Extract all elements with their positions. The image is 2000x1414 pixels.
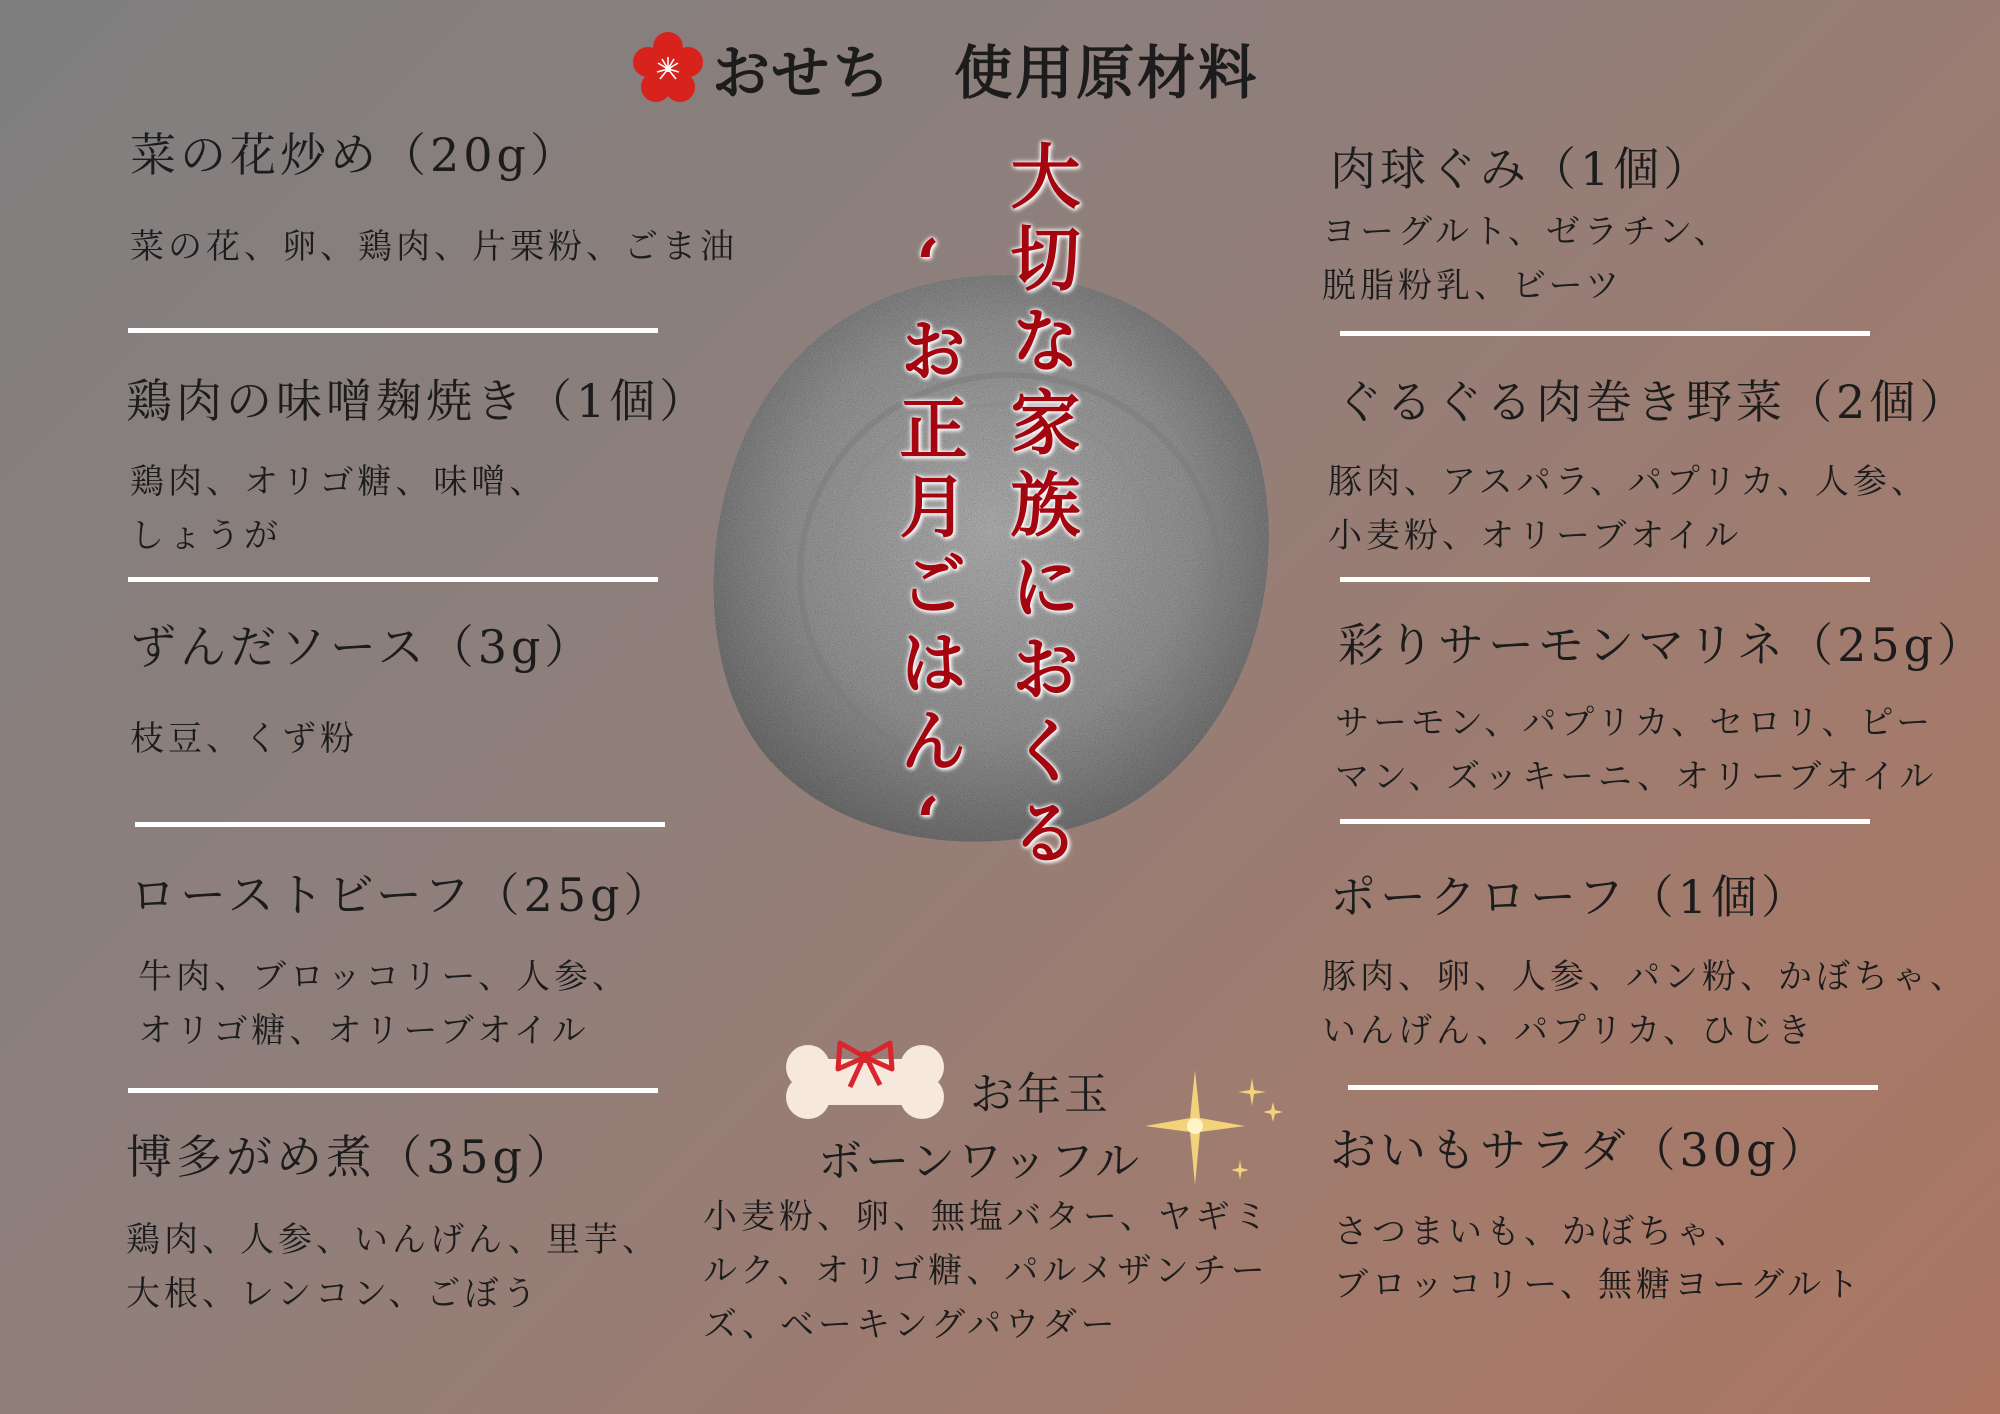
- left-item-2-ingredients-2: しょうが: [130, 516, 282, 556]
- divider: [135, 822, 665, 827]
- gift-label: お年玉: [970, 1069, 1111, 1120]
- divider: [1340, 331, 1870, 336]
- center-line-2: ʻお正月ごはんʻ: [888, 225, 968, 873]
- divider: [1348, 1085, 1878, 1090]
- right-item-1-ingredients-2: 脱脂粉乳、ビーツ: [1322, 266, 1624, 306]
- gift-ingredients-3: ズ、ベーキングパウダー: [703, 1305, 1119, 1345]
- left-item-5-ingredients-2: 大根、レンコン、ごぼう: [126, 1274, 541, 1314]
- center-line-1: 大切な家族におくる: [999, 140, 1082, 878]
- right-item-4-ingredients-1: 豚肉、卵、人参、パン粉、かぼちゃ、: [1322, 957, 1968, 997]
- right-item-4-title: ポークローフ（1個）: [1330, 870, 1811, 924]
- left-item-3-ingredients-1: 枝豆、くず粉: [130, 719, 358, 759]
- left-item-2-title: 鶏肉の味噌麹焼き（1個）: [126, 374, 710, 428]
- divider: [128, 1088, 658, 1093]
- left-item-1-ingredients-1: 菜の花、卵、鶏肉、片栗粉、ごま油: [130, 227, 738, 267]
- left-item-3-title: ずんだソース（3g）: [130, 620, 595, 674]
- divider: [128, 577, 658, 582]
- right-item-5-ingredients-2: ブロッコリー、無糖ヨーグルト: [1334, 1265, 1863, 1305]
- right-item-3-ingredients-2: マン、ズッキーニ、オリーブオイル: [1335, 757, 1938, 797]
- page-title: おせち 使用原材料: [712, 39, 1260, 107]
- left-item-2-ingredients-1: 鶏肉、オリゴ糖、味噌、: [130, 462, 548, 502]
- right-item-5-title: おいもサラダ（30g）: [1330, 1123, 1830, 1177]
- right-item-2-ingredients-2: 小麦粉、オリーブオイル: [1328, 516, 1743, 556]
- right-item-1-ingredients-1: ヨーグルト、ゼラチン、: [1322, 212, 1732, 252]
- right-item-3-title: 彩りサーモンマリネ（25g）: [1338, 618, 1988, 672]
- left-item-5-title: 博多がめ煮（35g）: [126, 1130, 576, 1184]
- divider: [1340, 819, 1870, 824]
- left-item-1-title: 菜の花炒め（20g）: [130, 128, 580, 182]
- right-item-5-ingredients-1: さつまいも、かぼちゃ、: [1334, 1212, 1752, 1252]
- right-item-4-ingredients-2: いんげん、パプリカ、ひじき: [1322, 1011, 1815, 1051]
- header: [632, 30, 1259, 106]
- right-item-1-title: 肉球ぐみ（1個）: [1330, 142, 1714, 196]
- divider: [1340, 577, 1870, 582]
- gift-title: ボーンワッフル: [818, 1136, 1143, 1187]
- gift-ingredients-2: ルク、オリゴ糖、パルメザンチー: [703, 1251, 1269, 1291]
- bone-icon: [780, 1035, 950, 1125]
- sparkle-icon: [1140, 1060, 1290, 1200]
- left-item-5-ingredients-1: 鶏肉、人参、いんげん、里芋、: [126, 1220, 661, 1260]
- plum-flower-icon: [632, 32, 704, 104]
- right-item-2-ingredients-1: 豚肉、アスパラ、パプリカ、人参、: [1328, 462, 1929, 502]
- right-item-2-title: ぐるぐる肉巻き野菜（2個）: [1336, 375, 1970, 429]
- left-item-4-ingredients-2: オリゴ糖、オリーブオイル: [138, 1011, 590, 1051]
- gift-ingredients-1: 小麦粉、卵、無塩バター、ヤギミ: [703, 1197, 1272, 1237]
- left-item-4-ingredients-1: 牛肉、ブロッコリー、人参、: [138, 957, 630, 997]
- divider: [128, 328, 658, 333]
- left-item-4-title: ローストビーフ（25g）: [130, 868, 674, 922]
- right-item-3-ingredients-1: サーモン、パプリカ、セロリ、ピー: [1335, 703, 1935, 743]
